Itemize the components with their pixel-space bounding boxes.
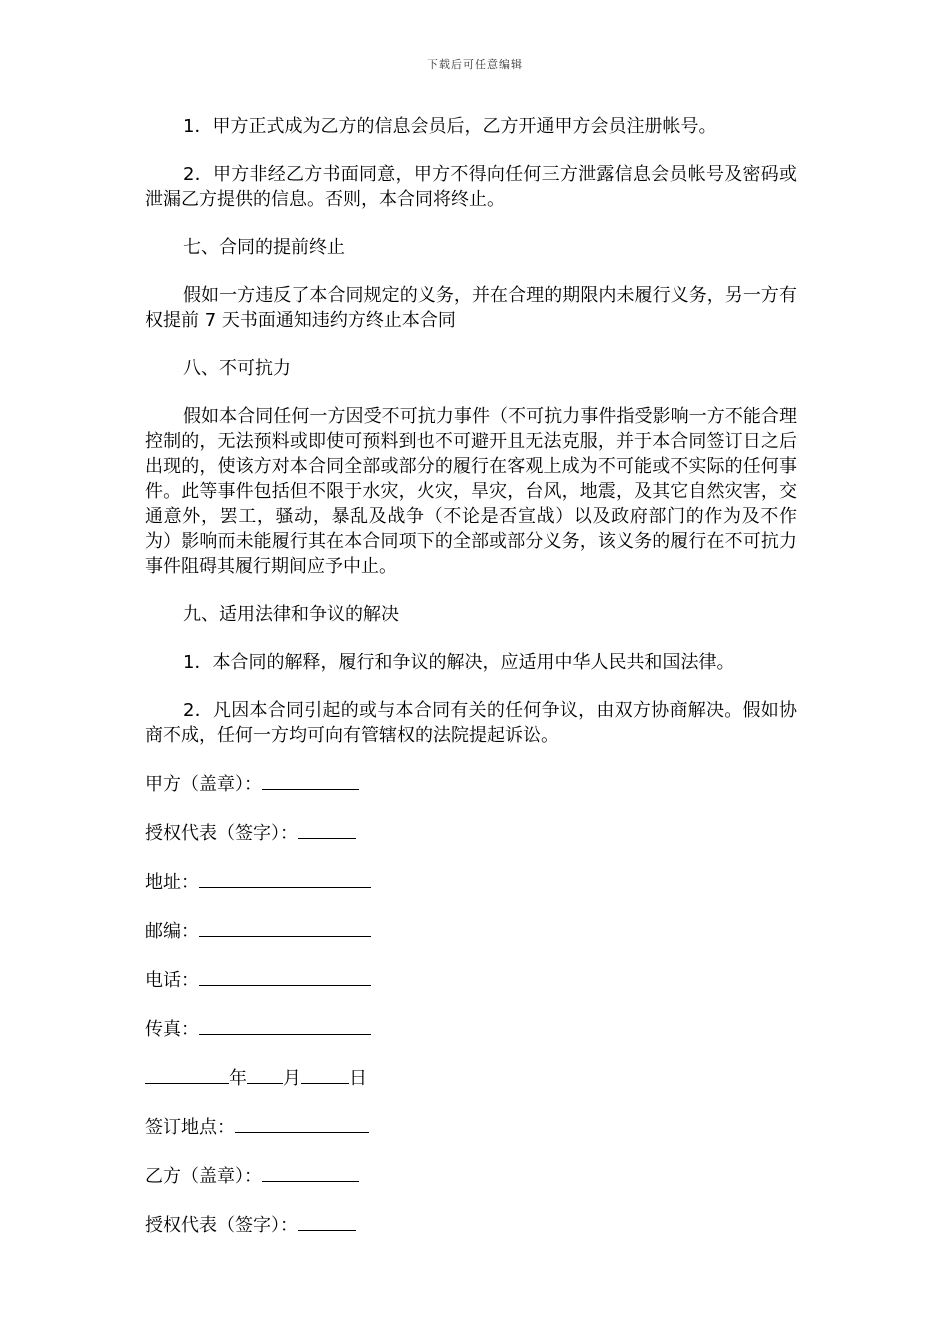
day-blank[interactable] bbox=[301, 1065, 349, 1084]
month-label: 月 bbox=[283, 1068, 301, 1089]
page-header-note: 下载后可任意编辑 bbox=[427, 58, 523, 71]
address-line bbox=[145, 869, 797, 895]
party-b-rep-line bbox=[145, 1212, 797, 1238]
clause-paragraph: 1．甲方正式成为乙方的信息会员后，乙方开通甲方会员注册帐号。 bbox=[183, 116, 717, 137]
party-a-rep-blank[interactable] bbox=[298, 820, 356, 839]
month-blank[interactable] bbox=[247, 1065, 283, 1084]
section-heading: 七、合同的提前终止 bbox=[183, 237, 345, 258]
sign-place-label: 签订地点： bbox=[145, 1117, 235, 1138]
year-label: 年 bbox=[229, 1068, 247, 1089]
phone-label: 电话： bbox=[145, 970, 199, 991]
party-b-seal-label: 乙方（盖章）： bbox=[145, 1166, 262, 1187]
clause-paragraph: 假如一方违反了本合同规定的义务，并在合理的期限内未履行义务，另一方有权提前 7 天书面通知违约方终止本合同 bbox=[145, 285, 797, 331]
party-a-seal-blank[interactable] bbox=[262, 771, 359, 790]
section-heading: 八、不可抗力 bbox=[183, 358, 291, 379]
party-b-seal-line bbox=[145, 1163, 797, 1189]
postcode-label: 邮编： bbox=[145, 921, 199, 942]
phone-blank[interactable] bbox=[199, 967, 371, 986]
fax-blank[interactable] bbox=[199, 1016, 371, 1035]
fax-line bbox=[145, 1016, 797, 1042]
fax-label: 传真： bbox=[145, 1019, 199, 1040]
address-label: 地址： bbox=[145, 872, 199, 893]
clause-paragraph: 1．本合同的解释，履行和争议的解决，应适用中华人民共和国法律。 bbox=[183, 652, 735, 673]
contract-body bbox=[145, 114, 797, 1261]
year-blank[interactable] bbox=[145, 1065, 229, 1084]
address-blank[interactable] bbox=[199, 869, 371, 888]
party-b-rep-blank[interactable] bbox=[298, 1212, 356, 1231]
sign-place-blank[interactable] bbox=[235, 1114, 369, 1133]
clause-paragraph: 2．凡因本合同引起的或与本合同有关的任何争议，由双方协商解决。假如协商不成，任何一方均可向有管辖权的法院提起诉讼。 bbox=[145, 700, 797, 746]
party-b-rep-label: 授权代表（签字）： bbox=[145, 1215, 298, 1236]
section-heading: 九、适用法律和争议的解决 bbox=[183, 604, 399, 625]
party-a-seal-label: 甲方（盖章）： bbox=[145, 774, 262, 795]
postcode-line bbox=[145, 918, 797, 944]
clause-paragraph: 假如本合同任何一方因受不可抗力事件（不可抗力事件指受影响一方不能合理控制的，无法预料或即使可预料到也不可避开且无法克服，并于本合同签订日之后出现的，使该方对本合同全部或部分的履行在客观上成为不可能或不实际的任何事件。此等事件包括但不限于水灾，火灾，旱灾，台风，地震，及其它自然灾害，交通意外，罢工，骚动，暴乱及战争（不论是否宣战）以及政府部门的作为及不作为）影响而未能履行其在本合同项下的全部或部分义务，该义务的履行在不可抗力事件阻碍其履行期间应予中止。 bbox=[145, 406, 797, 577]
postcode-blank[interactable] bbox=[199, 918, 371, 937]
sign-place-line bbox=[145, 1114, 797, 1140]
party-b-seal-blank[interactable] bbox=[262, 1163, 359, 1182]
party-a-seal-line bbox=[145, 771, 797, 797]
party-a-rep-label: 授权代表（签字）： bbox=[145, 823, 298, 844]
clause-paragraph: 2．甲方非经乙方书面同意，甲方不得向任何三方泄露信息会员帐号及密码或泄漏乙方提供的信息。否则，本合同将终止。 bbox=[145, 164, 797, 210]
date-line bbox=[145, 1065, 797, 1091]
day-label: 日 bbox=[349, 1068, 367, 1089]
phone-line bbox=[145, 967, 797, 993]
party-a-rep-line bbox=[145, 820, 797, 846]
